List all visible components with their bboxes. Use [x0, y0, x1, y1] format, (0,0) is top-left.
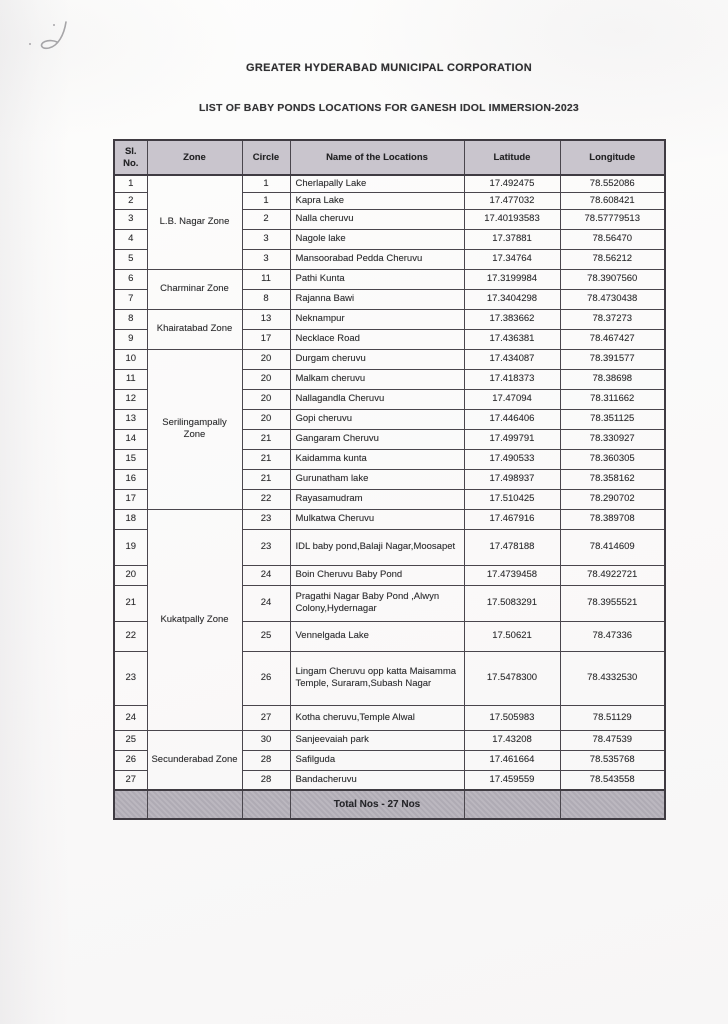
location-name-cell: Pragathi Nagar Baby Pond ,Alwyn Colony,Hydernagar [290, 585, 464, 621]
zone-cell: Khairatabad Zone [147, 309, 242, 349]
latitude-cell: 17.3404298 [464, 289, 560, 309]
latitude-cell: 17.50621 [464, 621, 560, 651]
latitude-cell: 17.34764 [464, 249, 560, 269]
table-row [114, 269, 665, 289]
location-name-cell: Boin Cheruvu Baby Pond [290, 565, 464, 585]
location-name-cell: Lingam Cheruvu opp katta Maisamma Temple, Suraram,Subash Nagar [290, 651, 464, 705]
table-row [114, 309, 665, 329]
circle-cell: 13 [242, 309, 290, 329]
table-row [114, 349, 665, 369]
org-title: GREATER HYDERABAD MUNICIPAL CORPORATION [246, 62, 532, 74]
latitude-cell: 17.37881 [464, 229, 560, 249]
location-name-cell: Gopi cheruvu [290, 409, 464, 429]
longitude-cell: 78.351125 [560, 409, 665, 429]
circle-cell: 17 [242, 329, 290, 349]
sl-no-cell: 6 [114, 269, 147, 289]
latitude-cell: 17.459559 [464, 770, 560, 790]
latitude-cell: 17.498937 [464, 469, 560, 489]
location-name-cell: Neknampur [290, 309, 464, 329]
longitude-cell: 78.360305 [560, 449, 665, 469]
latitude-cell: 17.5083291 [464, 585, 560, 621]
latitude-cell: 17.510425 [464, 489, 560, 509]
header-latitude: Latitude [464, 140, 560, 175]
circle-cell: 28 [242, 770, 290, 790]
table-body [114, 175, 665, 819]
location-name-cell: Cherlapally Lake [290, 175, 464, 192]
latitude-cell: 17.446406 [464, 409, 560, 429]
circle-cell: 23 [242, 509, 290, 529]
header-sl-no: Sl. No. [114, 140, 147, 175]
longitude-cell: 78.3955521 [560, 585, 665, 621]
latitude-cell: 17.461664 [464, 750, 560, 770]
longitude-cell: 78.56470 [560, 229, 665, 249]
longitude-cell: 78.4922721 [560, 565, 665, 585]
longitude-cell: 78.358162 [560, 469, 665, 489]
circle-cell: 21 [242, 429, 290, 449]
circle-cell: 26 [242, 651, 290, 705]
location-name-cell: Kotha cheruvu,Temple Alwal [290, 705, 464, 730]
circle-cell: 3 [242, 249, 290, 269]
total-empty-zone-cell [147, 790, 242, 819]
ink-dot [53, 24, 55, 26]
longitude-cell: 78.608421 [560, 192, 665, 209]
sl-no-cell: 9 [114, 329, 147, 349]
baby-ponds-table [113, 139, 666, 820]
circle-cell: 11 [242, 269, 290, 289]
circle-cell: 20 [242, 409, 290, 429]
longitude-cell: 78.311662 [560, 389, 665, 409]
total-empty-circle-cell [242, 790, 290, 819]
longitude-cell: 78.414609 [560, 529, 665, 565]
pen-scribble-icon [36, 16, 86, 66]
longitude-cell: 78.330927 [560, 429, 665, 449]
sl-no-cell: 14 [114, 429, 147, 449]
longitude-cell: 78.552086 [560, 175, 665, 192]
location-name-cell: Kaidamma kunta [290, 449, 464, 469]
location-name-cell: Necklace Road [290, 329, 464, 349]
latitude-cell: 17.490533 [464, 449, 560, 469]
sl-no-cell: 13 [114, 409, 147, 429]
document-content [113, 0, 665, 820]
latitude-cell: 17.47094 [464, 389, 560, 409]
zone-cell: Serilingampally Zone [147, 349, 242, 509]
circle-cell: 24 [242, 565, 290, 585]
circle-cell: 20 [242, 349, 290, 369]
ink-dot [29, 43, 31, 45]
sl-no-cell: 17 [114, 489, 147, 509]
longitude-cell: 78.4730438 [560, 289, 665, 309]
zone-cell: L.B. Nagar Zone [147, 175, 242, 269]
latitude-cell: 17.4739458 [464, 565, 560, 585]
longitude-cell: 78.51129 [560, 705, 665, 730]
header-circle: Circle [242, 140, 290, 175]
header-longitude: Longitude [560, 140, 665, 175]
sl-no-cell: 18 [114, 509, 147, 529]
sl-no-cell: 27 [114, 770, 147, 790]
location-name-cell: Sanjeevaiah park [290, 730, 464, 750]
location-name-cell: Mulkatwa Cheruvu [290, 509, 464, 529]
sl-no-cell: 7 [114, 289, 147, 309]
location-name-cell: Nagole lake [290, 229, 464, 249]
sl-no-cell: 1 [114, 175, 147, 192]
longitude-cell: 78.4332530 [560, 651, 665, 705]
location-name-cell: Rajanna Bawi [290, 289, 464, 309]
location-name-cell: IDL baby pond,Balaji Nagar,Moosapet [290, 529, 464, 565]
latitude-cell: 17.499791 [464, 429, 560, 449]
table-header-row [114, 140, 665, 175]
latitude-cell: 17.383662 [464, 309, 560, 329]
longitude-cell: 78.3907560 [560, 269, 665, 289]
circle-cell: 23 [242, 529, 290, 565]
longitude-cell: 78.467427 [560, 329, 665, 349]
sl-no-cell: 15 [114, 449, 147, 469]
zone-cell: Charminar Zone [147, 269, 242, 309]
total-empty-sl-cell [114, 790, 147, 819]
circle-cell: 28 [242, 750, 290, 770]
location-name-cell: Bandacheruvu [290, 770, 464, 790]
circle-cell: 3 [242, 229, 290, 249]
sl-no-cell: 2 [114, 192, 147, 209]
circle-cell: 27 [242, 705, 290, 730]
sl-no-cell: 16 [114, 469, 147, 489]
sl-no-cell: 24 [114, 705, 147, 730]
total-empty-longitude-cell [560, 790, 665, 819]
circle-cell: 22 [242, 489, 290, 509]
sl-no-cell: 3 [114, 209, 147, 229]
longitude-cell: 78.47539 [560, 730, 665, 750]
circle-cell: 25 [242, 621, 290, 651]
location-name-cell: Gurunatham lake [290, 469, 464, 489]
longitude-cell: 78.290702 [560, 489, 665, 509]
total-label-cell: Total Nos - 27 Nos [290, 790, 464, 819]
sl-no-cell: 25 [114, 730, 147, 750]
latitude-cell: 17.467916 [464, 509, 560, 529]
latitude-cell: 17.43208 [464, 730, 560, 750]
circle-cell: 21 [242, 469, 290, 489]
location-name-cell: Mansoorabad Pedda Cheruvu [290, 249, 464, 269]
circle-cell: 30 [242, 730, 290, 750]
circle-cell: 1 [242, 175, 290, 192]
table-row [114, 509, 665, 529]
document-title: LIST OF BABY PONDS LOCATIONS FOR GANESH IDOL IMMERSION-2023 [199, 102, 579, 114]
header-zone: Zone [147, 140, 242, 175]
latitude-cell: 17.436381 [464, 329, 560, 349]
latitude-cell: 17.5478300 [464, 651, 560, 705]
location-name-cell: Kapra Lake [290, 192, 464, 209]
zone-cell: Secunderabad Zone [147, 730, 242, 790]
circle-cell: 1 [242, 192, 290, 209]
total-row [114, 790, 665, 819]
location-name-cell: Durgam cheruvu [290, 349, 464, 369]
longitude-cell: 78.56212 [560, 249, 665, 269]
circle-cell: 20 [242, 369, 290, 389]
longitude-cell: 78.391577 [560, 349, 665, 369]
latitude-cell: 17.434087 [464, 349, 560, 369]
latitude-cell: 17.477032 [464, 192, 560, 209]
sl-no-cell: 21 [114, 585, 147, 621]
latitude-cell: 17.505983 [464, 705, 560, 730]
longitude-cell: 78.57779513 [560, 209, 665, 229]
longitude-cell: 78.535768 [560, 750, 665, 770]
location-name-cell: Nalla cheruvu [290, 209, 464, 229]
circle-cell: 20 [242, 389, 290, 409]
sl-no-cell: 10 [114, 349, 147, 369]
circle-cell: 8 [242, 289, 290, 309]
sl-no-cell: 22 [114, 621, 147, 651]
longitude-cell: 78.543558 [560, 770, 665, 790]
pen-scribble-mark [36, 16, 86, 66]
circle-cell: 21 [242, 449, 290, 469]
latitude-cell: 17.492475 [464, 175, 560, 192]
location-name-cell: Malkam cheruvu [290, 369, 464, 389]
sl-no-cell: 4 [114, 229, 147, 249]
location-name-cell: Safilguda [290, 750, 464, 770]
location-name-cell: Vennelgada Lake [290, 621, 464, 651]
sl-no-cell: 23 [114, 651, 147, 705]
latitude-cell: 17.418373 [464, 369, 560, 389]
table-row [114, 175, 665, 192]
sl-no-cell: 8 [114, 309, 147, 329]
location-name-cell: Pathi Kunta [290, 269, 464, 289]
location-name-cell: Gangaram Cheruvu [290, 429, 464, 449]
total-empty-latitude-cell [464, 790, 560, 819]
longitude-cell: 78.47336 [560, 621, 665, 651]
longitude-cell: 78.38698 [560, 369, 665, 389]
sl-no-cell: 19 [114, 529, 147, 565]
circle-cell: 2 [242, 209, 290, 229]
table-header [114, 140, 665, 175]
sl-no-cell: 12 [114, 389, 147, 409]
sl-no-cell: 5 [114, 249, 147, 269]
latitude-cell: 17.40193583 [464, 209, 560, 229]
circle-cell: 24 [242, 585, 290, 621]
latitude-cell: 17.478188 [464, 529, 560, 565]
longitude-cell: 78.389708 [560, 509, 665, 529]
table-row [114, 730, 665, 750]
sl-no-cell: 26 [114, 750, 147, 770]
sl-no-cell: 20 [114, 565, 147, 585]
sl-no-cell: 11 [114, 369, 147, 389]
location-name-cell: Nallagandla Cheruvu [290, 389, 464, 409]
header-name-of-locations: Name of the Locations [290, 140, 464, 175]
location-name-cell: Rayasamudram [290, 489, 464, 509]
latitude-cell: 17.3199984 [464, 269, 560, 289]
longitude-cell: 78.37273 [560, 309, 665, 329]
zone-cell: Kukatpally Zone [147, 509, 242, 730]
